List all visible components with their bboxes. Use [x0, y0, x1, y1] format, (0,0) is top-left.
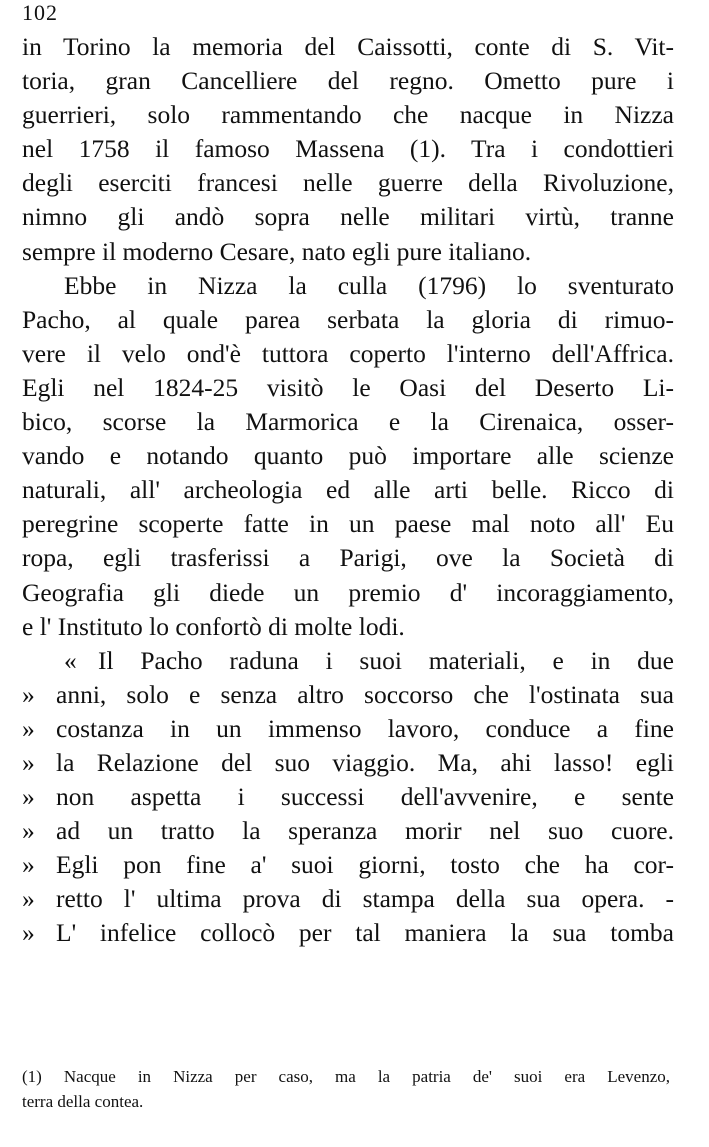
- text-line: vere il velo ond'è tuttora coperto l'interno dell'Affrica.: [22, 338, 674, 368]
- quote-mark: »: [22, 782, 35, 812]
- quote-text: ad un tratto la speranza morir nel suo cuore.: [56, 816, 674, 846]
- text-line: Ebbe in Nizza la culla (1796) lo sventurato: [64, 270, 674, 300]
- quote-text: Egli pon fine a' suoi giorni, tosto che ha cor-: [56, 850, 674, 880]
- quote-mark: »: [22, 713, 35, 743]
- quote-line: [22, 814, 674, 848]
- quote-line: [22, 780, 674, 814]
- text-line: Pacho, al quale parea serbata la gloria di rimuo-: [22, 304, 674, 334]
- quote-text: la Relazione del suo viaggio. Ma, ahi lasso! egli: [56, 747, 674, 777]
- quote-mark: »: [22, 918, 35, 948]
- quote-mark: »: [22, 747, 35, 777]
- text-line: toria, gran Cancelliere del regno. Ometto pure i: [22, 66, 674, 96]
- footnote: [22, 1064, 670, 1114]
- quote-mark: »: [22, 679, 35, 709]
- quote-mark: «: [64, 645, 77, 675]
- quote-mark: »: [22, 850, 35, 880]
- footnote-line: terra della contea.: [22, 1092, 144, 1111]
- text-line: peregrine scoperte fatte in un paese mal noto all' Eu: [22, 509, 674, 539]
- quote-text: costanza in un immenso lavoro, conduce a fine: [56, 713, 674, 743]
- text-line: guerrieri, solo rammentando che nacque in Nizza: [22, 100, 674, 130]
- page-number: 102: [22, 0, 58, 25]
- body-text: [22, 30, 674, 951]
- text-line: ropa, egli trasferissi a Parigi, ove la Società di: [22, 543, 674, 573]
- quote-mark: »: [22, 884, 35, 914]
- footnote-line: (1) Nacque in Nizza per caso, ma la patria de' suoi era Levenzo,: [22, 1067, 670, 1086]
- text-line: vando e notando quanto può importare alle scienze: [22, 441, 674, 471]
- text-line: naturali, all' archeologia ed alle arti belle. Ricco di: [22, 475, 674, 505]
- text-line: Egli nel 1824-25 visitò le Oasi del Deserto Li-: [22, 372, 674, 402]
- quote-text: anni, solo e senza altro soccorso che l'ostinata sua: [56, 679, 674, 709]
- text-line: nimno gli andò sopra nelle militari virtù, tranne: [22, 202, 674, 232]
- text-line: degli eserciti francesi nelle guerre della Rivoluzione,: [22, 168, 674, 198]
- quote-text: L' infelice collocò per tal maniera la sua tomba: [56, 918, 674, 948]
- quote-text: Il Pacho raduna i suoi materiali, e in due: [98, 645, 674, 675]
- quote-line: [22, 746, 674, 780]
- quote-line: [22, 848, 674, 882]
- quote-line: [22, 916, 674, 950]
- quote-line: [22, 678, 674, 712]
- text-line: Geografia gli diede un premio d' incoraggiamento,: [22, 577, 674, 607]
- quote-mark: »: [22, 816, 35, 846]
- quote-line: [22, 882, 674, 916]
- quote-line: [22, 644, 674, 678]
- quote-text: retto l' ultima prova di stampa della sua opera. -: [56, 884, 674, 914]
- quote-text: non aspetta i successi dell'avvenire, e sente: [56, 782, 674, 812]
- text-line: sempre il moderno Cesare, nato egli pure italiano.: [22, 236, 532, 266]
- quote-line: [22, 712, 674, 746]
- text-line: bico, scorse la Marmorica e la Cirenaica, osser-: [22, 407, 674, 437]
- text-line: in Torino la memoria del Caissotti, conte di S. Vit-: [22, 32, 674, 61]
- text-line: nel 1758 il famoso Massena (1). Tra i condottieri: [22, 134, 674, 164]
- text-line: e l' Instituto lo confortò di molte lodi.: [22, 611, 405, 641]
